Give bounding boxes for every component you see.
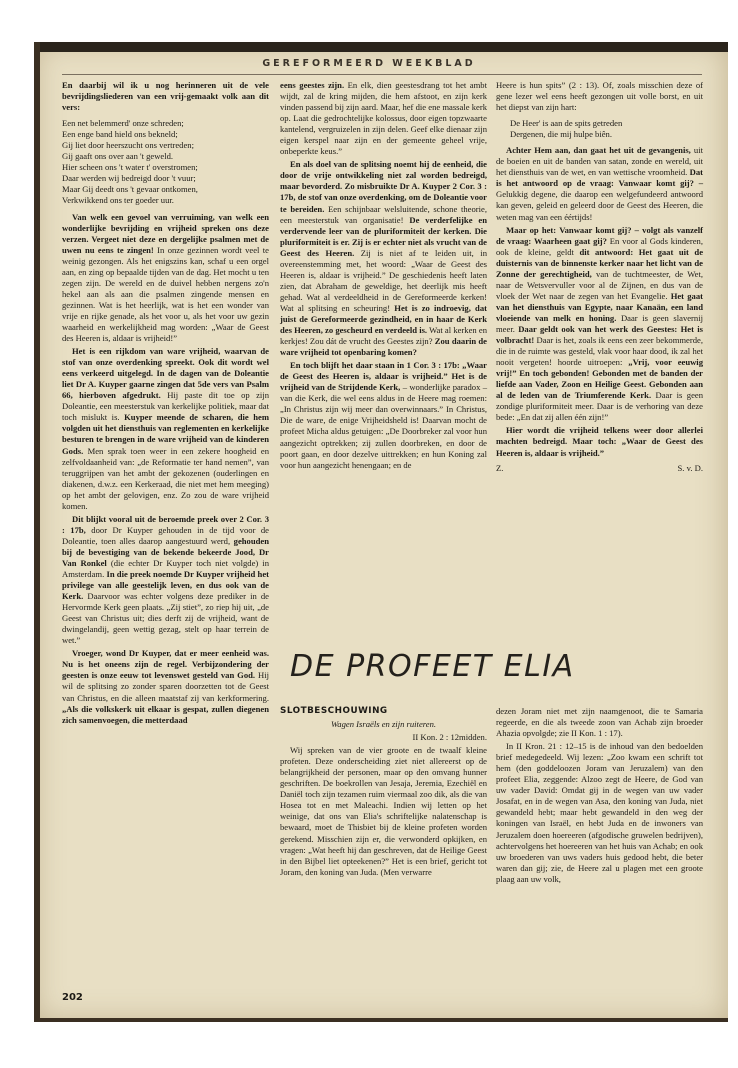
article-subheading: SLOTBESCHOUWING [280,706,388,716]
column-3 [496,80,703,640]
article-column-b [496,706,703,1006]
paragraph: Wij spreken van de vier groote en de twaalf kleine profeten. Deze onderscheiding ziet niet allereerst op de belangrijkheid der personen, maar op den omvang hunner geschriften. De boekrollen van Jesaja, Jeremia, Ezechiël en Daniël toch zijn tezamen ruim viermaal zoo dik, als die van Hosea tot en met Maleachi. Indien wij letten op het weinige, dat ons van Elia's schriftelijke nalatenschap is bewaard, moet de Thisbiet bij de kleine profeten worden gerekend. Misschien zijn er, die verwonderd opkijken, en vragen: „Wat heeft hij dan geschreven, dat de Heilige Geest in den Bijbel liet opteekenen?” Het is een brief, gericht tot Joram, den koning van Juda. (Men verwarre [280,745,487,877]
column-2 [280,80,487,640]
running-header: GEREFORMEERD WEEKBLAD [262,58,476,69]
psalm-verse: Een net belemmerd' onze schreden; Een enge band hield ons bekneld; Gij liet door heerszucht ons vertreden; Gij gaaft ons over aan 't geweld. Hier scheen ons 't water t' overstromen; Daar werden wij bedreigd door 't vuur; Maar Gij deedt ons 't gevaar ontkomen, Verkwikkend ons ter goeder uur. [62,118,198,206]
paragraph: Van welk een gevoel van verruiming, van welk een wonderlijke bevrijding en vrijheid spreken ons deze verzen. Vergeet niet deze en dergelijke psalmen met de uwen nu eens te zingen! In onze gezinnen wordt veel te weinig gezongen. Als het enigszins kan, schaf u een orgel aan, en zing op bepaalde tijden van de dag. Het mocht u ten zegen zijn. De wereld en de duivel hebben nergens zo'n hekel aan als aan die psalmen zingende mensen en gezinnen. Wat is het heerlijk, wat is het een wonder van vrije en rijke genade, als het voor u, als het voor uw gezin waarheid en werkelijkheid mag worden: „Waar de Geest des Heeren is, aldaar is vrijheid!” [62,211,269,344]
page-top-edge [34,42,728,52]
page-binding-edge [34,42,40,1022]
author-signature: Z. S. v. D. [496,462,703,473]
column-1 [62,80,269,990]
article-title: DE PROFEET ELIA [290,649,575,684]
article-subtitle: Wagen Israëls en zijn ruiteren. [330,719,437,730]
paragraph: eens geestes zijn. En elk, dien geestesdrang tot het ambt wijdt, zal de kring mijden, die hem afstoot, en zijn kerk vinden passend bij zijn aard. Maar, hef die ene massale kerk op. Laat die gedrochtelijke kolossus, door eigen topzwaarte kantelend, vergruizelen in zijn delen. Geef elke dienaar zijn eigen kerspel naar zijn en der gemeente geheel vrije, onbeperkte keus.” [280,80,487,157]
hymn-verse: De Heer' is aan de spits getreden Dergenen, die mij hulpe biên. [510,118,623,140]
paragraph: In II Kron. 21 : 12–15 is de inhoud van den bedoelden brief medegedeeld. Wij lezen: „Zoo kwam een schrift tot hem (den goddeloozen Joram van Jeruzalem) van den profeet Elia, zeggende: Alzoo zegt de Heere, de God van uw vader David: Omdat gij in de wegen van uw vader Josafat, en in de wegen van Asa, den koning van Juda, niet gewandeld hebt; maar hebt gewandeld in den weg der koningen van Israël, en hebt Juda en de inwoners van Jeruzalem doen hoereeren (afgodische gruwelen bedrijven), achtervolgens het hoereeren van het huis van Achab; en ook uw broederen van uws vaders huis gedood hebt, die beter waren dan gij; zie, de Heere zal u plagen met een groote plaag aan uw volk, [496,741,703,884]
paragraph: En toch blijft het daar staan in 1 Cor. 3 : 17b: „Waar de Geest des Heeren is, aldaar is vrijheid.” Het is de vrijheid van de Strijdende Kerk, – wonderlijke paradox – van die Kerk, die wel eens aldus in de Heere mag roemen: „In Christus zijn wij meer dan overwinnaars.” In Christus, Die de ware, de enige Vrijheidsheld is! Daarvan mocht de profeet Micha aldus getuigen: „De Doorbreker zal voor hun aangezicht optrekken; zij zullen doorbreken, en door de poort gaan, en door dezelve uittrekken; en hun Koning zal voor hun aangezicht henengaan; en de [280,360,488,470]
paragraph: Het is een rijkdom van ware vrijheid, waarvan de stof van onze overdenking spreekt. Ook dit wordt wel eens verkeerd uitgelegd. In de dagen van de Doleantie liet Dr A. Kuyper gaarne zingen dat 5de vers van Psalm 66, hierboven afgedrukt. Hij paste dit toe op zijn Doleantie, een meesterstuk van kerkelijke politiek, maar dat toch mislukt is. Kuyper meende de scharen, die hem volgden uit het diensthuis van reglementen en kerkelijke besturen te brengen in de ware vrijheid van de kinderen Gods. Men sprak toen weer in een zekere hoogheid en zelfvoldaanheid van: „de Reformatie ter hand nemen”, van teruggrijpen van het ambt der gekozenen (ouderlingen en diakenen, d.w.z. een Kerkeraad, die niet met hem meeging) op het ambt der gelovigen, enz. Zo zou de ware vrijheid komen. [62,346,269,511]
paragraph: Maar op het: Vanwaar komt gij? – volgt als vanzelf de vraag: Waarheen gaat gij? En voor al Gods kinderen, ook de kleine, geldt dit antwoord: Het gaat uit de duisternis van de binnenste kerker naar het licht van de Zonne der gerechtigheid, van de tuchtmeester, de Wet, naar de Wetsvervuller voor al de Zijnen, en dus van de vloek der Wet naar de zegen van het Evangelie. Het gaat van het diensthuis van Egypte, naar Kanaän, een land vloeiende van melk en honing. Daar is geen slavernij meer. Daar geldt ook van het werk des Geestes: Het is volbracht! Daar is het, zoals ik eens een zeer bekommerde, die in de ruimte was gesteld, vlak voor haar dood, ik zal het nooit vergeten! hoorde uitroepen: „Vrij, voor eeuwig vrij!” En toch gebonden! Gebonden met de banden der liefde aan Vader, Zoon en Heilige Geest. Gebonden aan al de leden van de Triumferende Kerk. Daar is geen zondige pluriformiteit meer. Daar is de verhoring van deze bede: „En dat zij allen één zijn!” [496,224,704,423]
scripture-reference: II Kon. 2 : 12midden. [412,732,487,743]
page-bottom-edge [34,1018,728,1022]
paragraph: Achter Hem aan, dan gaat het uit de gevangenis, uit de boeien en uit de banden van satan, zonde en wereld, uit het diensthuis van de wet, en van wettische vroomheid. Dat is het antwoord op de vraag: Vanwaar komt gij? – Gelukkig degene, die daarop een welgefundeerd antwoord kan geven, geleid en geleerd door de Geest des Heeren, die weten mag van een éértijds! [496,145,703,222]
paragraph: dezen Joram niet met zijn naamgenoot, die te Samaria regeerde, en die als tweede zoon van Achab zijn broeder Ahazia opvolgde; zie II Kon. 1 : 17). [496,706,703,739]
article-column-a [280,706,487,1006]
intro-paragraph: En daarbij wil ik u nog herinneren uit de vele bevrijdingsliederen van een vrij-gemaakt volk aan dit vers: [62,80,269,113]
paragraph: Hier wordt die vrijheid telkens weer door allerlei machten bedreigd. Maar toch: „Waar de Geest des Heeren is, aldaar is vrijheid.” [496,425,703,458]
paragraph: Vroeger, wond Dr Kuyper, dat er meer eenheid was. Nu is het oneens zijn de regel. Verbijzondering der geesten is onze eeuw tot levenswet gesteld van God. Hij wil de splitsing zo zonder sparen doorzetten tot de Geest van Christus, en die alleen maatstaf zij van kerkformering. „Als die volkskerk uit elkaar is gespat, zullen diegenen zich samenvoegen, die metterdaad [62,648,270,725]
paragraph: En als doel van de splitsing noemt hij de eenheid, die door de vrije ontwikkeling niet zal worden bedreigd, maar bevorderd. Zo misbruikte Dr A. Kuyper 2 Cor. 3 : 17b, de stof van onze overdenking, om de Doleantie voor te bereiden. Een schijnbaar welsluitende, schone theorie, een meesterstuk van organisatie! De verderfelijke en verdervende leer van de pluriformiteit der kerken. Die pluriformiteit is er. Zij is er echter niet als vrucht van de Geest des Heeren. Zij is niet af te leiden uit, in overeenstemming met, het woord: „Waar de Geest des Heeren is, aldaar is vrijheid.” De geschiedenis heeft laten zien, dat Abraham de geweldige, het deerlijk mis heeft gehad. Wat al verdeeldheid in de Gereformeerde kerken! Wat al splitsing en scheuring! Het is zo indroevig, dat juist de Gereformeerde gezindheid, en in haar de Kerk des Heeren, zo gescheurd en verdeeld is. Wat al kerken en kerkjes! Zou dát de vrucht des Geestes zijn? Zou daarin de ware vrijheid tot openbaring komen? [280,159,487,358]
scan-margin [0,0,738,40]
page-number: 202 [62,992,83,1003]
paragraph: Heere is hun spits” (2 : 13). Of, zoals misschien deze of gene lezer wel eens heeft gezongen uit volle borst, en uit het diepst van zijn hart: [496,80,703,113]
header-rule [62,74,702,75]
paragraph: Dit blijkt vooral uit de beroemde preek over 2 Cor. 3 : 17b, door Dr Kuyper gehouden in de tijd voor de Doleantie, toen alles daarop aangestuurd werd, gehouden bij de bevestiging van de bekende bekeerde Jood, Dr Van Ronkel (die echter Dr Kuyper toch niet volgde) in Amsterdam. In die preek noemde Dr Kuyper vrijheid het privilege van alle geestelijk leven, en dus ook van de Kerk. Daarvoor was echter volgens deze prediker in de Hervormde Kerk geen plaats. „Zij stiet”, zo riep hij uit, „de Geest van Christus uit; dies derft zij de vrijheid, want de dwingelandij, geen wettig gezag, stelt op haar terrein de wet.” [62,513,269,646]
